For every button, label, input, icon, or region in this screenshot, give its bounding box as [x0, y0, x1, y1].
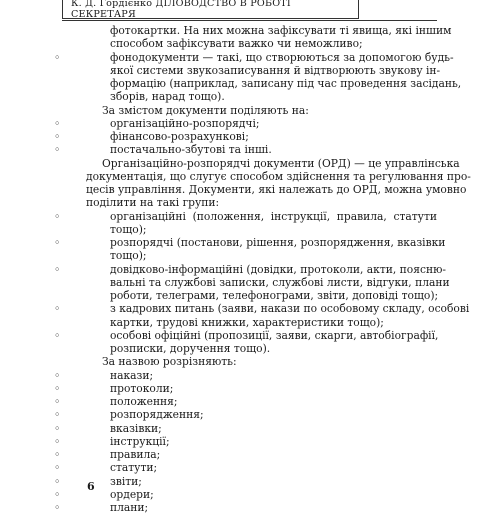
section-lead: За назвою розрізняють:	[102, 355, 237, 369]
section-lead: За змістом документи поділяють на:	[102, 103, 309, 117]
text-line: зборів, нарад тощо).	[110, 90, 225, 104]
paragraph-line: Організаційно-розпорядчі документи (ОРД) — це управлінська	[102, 156, 460, 170]
text-line: розписки, доручення тощо).	[110, 342, 271, 355]
list-item: ◦ положення;	[54, 395, 178, 408]
list-item: ◦ особові офіційні (пропозиції, заяви, скарги, автобіографії,	[54, 328, 439, 342]
bullet-icon: ◦	[54, 209, 61, 223]
text-line: вальні та службові записки, службові листи, відгуки, плани	[110, 275, 450, 289]
bullet-icon: ◦	[54, 50, 61, 64]
list-item: ◦ вказівки;	[54, 421, 162, 435]
bullet-icon: ◦	[54, 236, 61, 249]
list-item: ◦ інструкції;	[54, 434, 170, 448]
paragraph-line: поділити на такі групи:	[86, 196, 220, 210]
page-number: 6	[87, 480, 95, 493]
bullet-icon: ◦	[54, 434, 61, 448]
list-item: ◦ статути;	[54, 461, 158, 475]
running-header	[62, 0, 437, 21]
bullet-icon: ◦	[54, 368, 61, 382]
list-item: ◦ правила;	[54, 448, 161, 461]
text-line: картки, трудові книжки, характеристики тощо);	[110, 315, 384, 329]
bullet-icon: ◦	[54, 143, 61, 157]
list-item: ◦ плани;	[54, 501, 149, 514]
list-item: ◦ накази;	[54, 368, 154, 382]
list-item: ◦ організаційні (положення, інструкції, правила, статути	[54, 209, 437, 223]
bullet-icon: ◦	[54, 408, 61, 422]
bullet-icon: ◦	[54, 302, 61, 316]
text-line: тощо);	[110, 222, 147, 236]
list-item: ◦ з кадрових питань (заяви, накази по особовому складу, особові	[54, 302, 470, 316]
paragraph-line: документація, що слугує способом здійснення та регулювання про-	[86, 169, 471, 183]
bullet-icon: ◦	[54, 474, 61, 488]
list-item: ◦ протоколи;	[54, 381, 174, 395]
list-item: ◦ ордери;	[54, 487, 154, 501]
list-item: ◦ звіти;	[54, 474, 142, 488]
text-line: фотокартки. На них можна зафіксувати ті явища, які іншим	[110, 24, 452, 37]
text-line: якої системи звукозаписування й відтворюють звукову ін-	[110, 63, 441, 77]
text-line: формацію (наприклад, записану під час проведення засідань,	[110, 77, 462, 90]
bullet-icon: ◦	[54, 501, 61, 514]
list-item: ◦ розпорядчі (постанови, рішення, розпорядження, вказівки	[54, 236, 446, 249]
bullet-icon: ◦	[54, 421, 61, 435]
bullet-icon: ◦	[54, 262, 61, 276]
bullet-icon: ◦	[54, 116, 61, 130]
bullet-icon: ◦	[54, 487, 61, 501]
bullet-icon: ◦	[54, 448, 61, 461]
list-item: ◦ фонодокументи — такі, що створюються за допомогою будь-	[54, 50, 454, 64]
text-line: роботи, телеграми, телефонограми, звіти, доповіді тощо);	[110, 289, 439, 302]
text-line: способом зафіксувати важко чи неможливо;	[110, 37, 363, 51]
list-item: ◦ постачально-збутові та інші.	[54, 143, 272, 157]
bullet-icon: ◦	[54, 381, 61, 395]
running-header-title: К. Д. Гордієнко ДІЛОВОДСТВО В РОБОТІ СЕКРЕТАРЯ	[62, 0, 359, 19]
list-item: ◦ довідково-інформаційні (довідки, протоколи, акти, поясню-	[54, 262, 446, 276]
bullet-icon: ◦	[54, 328, 61, 342]
bullet-icon: ◦	[54, 130, 61, 143]
page-body	[54, 24, 471, 514]
list-item: ◦ організаційно-розпорядчі;	[54, 116, 260, 130]
list-item: ◦ розпорядження;	[54, 408, 204, 422]
bullet-icon: ◦	[54, 461, 61, 475]
text-line: тощо);	[110, 249, 147, 263]
list-item: ◦ фінансово-розрахункові;	[54, 130, 249, 143]
paragraph-line: цесів управління. Документи, які належать до ОРД, можна умовно	[86, 183, 467, 196]
bullet-icon: ◦	[54, 395, 61, 408]
